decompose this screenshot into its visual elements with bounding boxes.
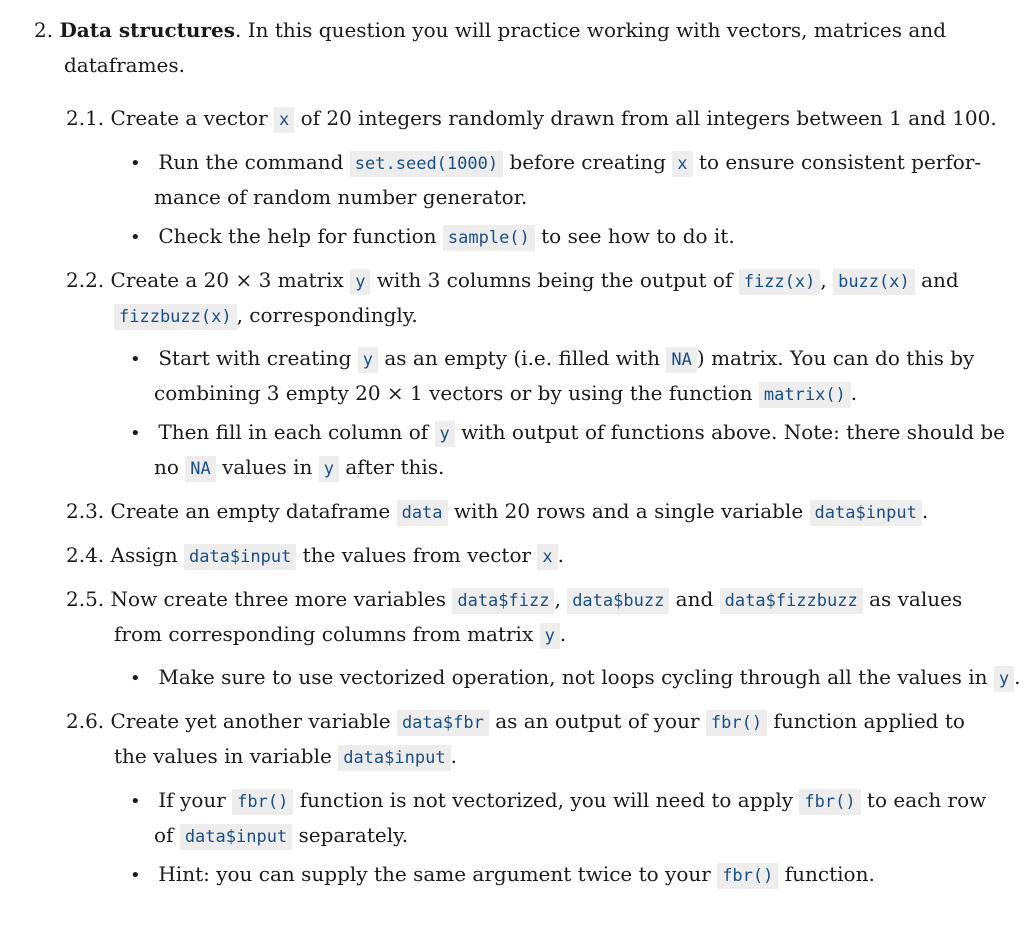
text: Create yet another variable bbox=[110, 709, 391, 733]
item-number: 2.5. bbox=[66, 587, 105, 611]
code-data-fizzbuzz: data$fizzbuzz bbox=[720, 588, 863, 614]
text: to see how to do it. bbox=[541, 224, 735, 248]
code-y: y bbox=[540, 623, 560, 649]
code-matrix: matrix() bbox=[759, 382, 851, 408]
text: as an output of your bbox=[495, 709, 700, 733]
item-2-6-continued bbox=[114, 742, 457, 770]
code-y: y bbox=[350, 269, 370, 295]
text: . bbox=[921, 499, 929, 523]
text: as an empty (i.e. filled with bbox=[384, 346, 661, 370]
text: as values bbox=[869, 587, 963, 611]
text: combining 3 empty 20 × 1 vectors or by using the function bbox=[154, 381, 753, 405]
text: . bbox=[450, 744, 457, 768]
text: of 20 integers randomly drawn from all integers between 1 and 100. bbox=[300, 106, 997, 130]
bullet-2-2-b bbox=[130, 418, 1005, 446]
code-buzz: buzz(x) bbox=[833, 269, 915, 295]
item-number: 2.3. bbox=[66, 499, 105, 523]
question-title: Data structures bbox=[59, 18, 235, 42]
code-data-input: data$input bbox=[180, 824, 292, 850]
bullet-2-2-a-continued bbox=[154, 379, 857, 407]
code-data-fbr: data$fbr bbox=[397, 710, 489, 736]
text: function. bbox=[784, 862, 875, 886]
bullet-2-2-a bbox=[130, 344, 974, 372]
code-fbr: fbr() bbox=[799, 789, 860, 815]
code-data-buzz: data$buzz bbox=[567, 588, 669, 614]
text: and bbox=[921, 268, 959, 292]
text: . bbox=[559, 622, 567, 646]
text: . bbox=[1014, 665, 1021, 689]
text: with 20 rows and a single variable bbox=[453, 499, 804, 523]
bullet-icon: • bbox=[130, 865, 141, 886]
item-2-6 bbox=[66, 707, 965, 735]
text: values in bbox=[222, 455, 313, 479]
code-x: x bbox=[274, 107, 294, 133]
text: and bbox=[675, 587, 714, 611]
code-na: NA bbox=[185, 456, 215, 482]
code-fbr: fbr() bbox=[706, 710, 767, 736]
text: function applied to bbox=[773, 709, 965, 733]
code-data-fizz: data$fizz bbox=[452, 588, 554, 614]
item-2-3 bbox=[66, 497, 928, 525]
item-2-4 bbox=[66, 541, 564, 569]
code-y: y bbox=[435, 421, 455, 447]
text: Hint: you can supply the same argument twice to your bbox=[158, 862, 711, 886]
bullet-2-1-a bbox=[130, 148, 981, 176]
code-fbr: fbr() bbox=[717, 863, 778, 889]
code-x: x bbox=[672, 151, 692, 177]
text: the values from vector bbox=[302, 543, 532, 567]
text: Make sure to use vectorized operation, not loops cycling through all the values in bbox=[158, 665, 988, 689]
item-2-1 bbox=[66, 104, 997, 132]
text: to ensure consistent perfor- bbox=[698, 150, 982, 174]
text: before creating bbox=[509, 150, 666, 174]
code-set-seed: set.seed(1000) bbox=[350, 151, 503, 177]
question-intro: . In this question you will practice working with vectors, matrices and bbox=[234, 18, 946, 42]
text: Run the command bbox=[158, 150, 344, 174]
code-data-input: data$input bbox=[810, 500, 922, 526]
bullet-icon: • bbox=[130, 791, 141, 812]
item-2-2-continued bbox=[114, 301, 418, 329]
text: . bbox=[557, 543, 565, 567]
text: of bbox=[154, 823, 174, 847]
text: Then fill in each column of bbox=[158, 420, 429, 444]
text: after this. bbox=[345, 455, 445, 479]
text: Now create three more variables bbox=[110, 587, 446, 611]
item-2-5 bbox=[66, 585, 962, 613]
text: , bbox=[820, 268, 827, 292]
item-number: 2.1. bbox=[66, 106, 105, 130]
text: to each row bbox=[866, 788, 987, 812]
text: separately. bbox=[298, 823, 409, 847]
bullet-2-6-b bbox=[130, 860, 875, 888]
text: , bbox=[554, 587, 561, 611]
text: If your bbox=[158, 788, 226, 812]
bullet-icon: • bbox=[130, 153, 141, 174]
code-y: y bbox=[358, 347, 378, 373]
bullet-2-2-b-continued bbox=[154, 453, 444, 481]
code-na: NA bbox=[666, 347, 696, 373]
question-intro-continued: dataframes. bbox=[64, 53, 185, 77]
text: with 3 columns being the output of bbox=[376, 268, 733, 292]
bullet-icon: • bbox=[130, 349, 141, 370]
code-x: x bbox=[537, 544, 557, 570]
item-number: 2.6. bbox=[66, 709, 105, 733]
bullet-icon: • bbox=[130, 423, 141, 444]
item-2-5-continued bbox=[114, 620, 566, 648]
text: the values in variable bbox=[114, 744, 332, 768]
text: . bbox=[850, 381, 858, 405]
text: Create a vector bbox=[110, 106, 268, 130]
code-fbr: fbr() bbox=[232, 789, 293, 815]
text: function is not vectorized, you will need to apply bbox=[299, 788, 794, 812]
code-y: y bbox=[994, 666, 1014, 692]
item-number: 2.2. bbox=[66, 268, 105, 292]
question-number: 2. bbox=[34, 18, 54, 42]
text: no bbox=[154, 455, 179, 479]
text: from corresponding columns from matrix bbox=[114, 622, 534, 646]
code-y: y bbox=[319, 456, 339, 482]
code-fizzbuzz: fizzbuzz(x) bbox=[114, 304, 237, 330]
code-sample: sample() bbox=[443, 225, 535, 251]
bullet-icon: • bbox=[130, 668, 141, 689]
code-data-input: data$input bbox=[184, 544, 296, 570]
question-header bbox=[34, 16, 946, 44]
text: ) matrix. You can do this by bbox=[696, 346, 975, 370]
text: Create an empty dataframe bbox=[110, 499, 391, 523]
bullet-2-1-a-continued: mance of random number generator. bbox=[154, 185, 528, 209]
text: Create a 20 × 3 matrix bbox=[110, 268, 344, 292]
text: Check the help for function bbox=[158, 224, 437, 248]
text: Assign bbox=[110, 543, 178, 567]
text: with output of functions above. Note: there should be bbox=[461, 420, 1005, 444]
bullet-2-6-a-continued bbox=[154, 821, 408, 849]
bullet-2-1-b bbox=[130, 222, 735, 250]
item-number: 2.4. bbox=[66, 543, 105, 567]
item-2-2 bbox=[66, 266, 959, 294]
bullet-2-5-a bbox=[130, 663, 1020, 691]
code-data-input: data$input bbox=[338, 745, 450, 771]
text: , correspondingly. bbox=[236, 303, 418, 327]
bullet-icon: • bbox=[130, 227, 141, 248]
code-data: data bbox=[397, 500, 448, 526]
code-fizz: fizz(x) bbox=[739, 269, 821, 295]
bullet-2-6-a bbox=[130, 786, 986, 814]
text: Start with creating bbox=[158, 346, 352, 370]
